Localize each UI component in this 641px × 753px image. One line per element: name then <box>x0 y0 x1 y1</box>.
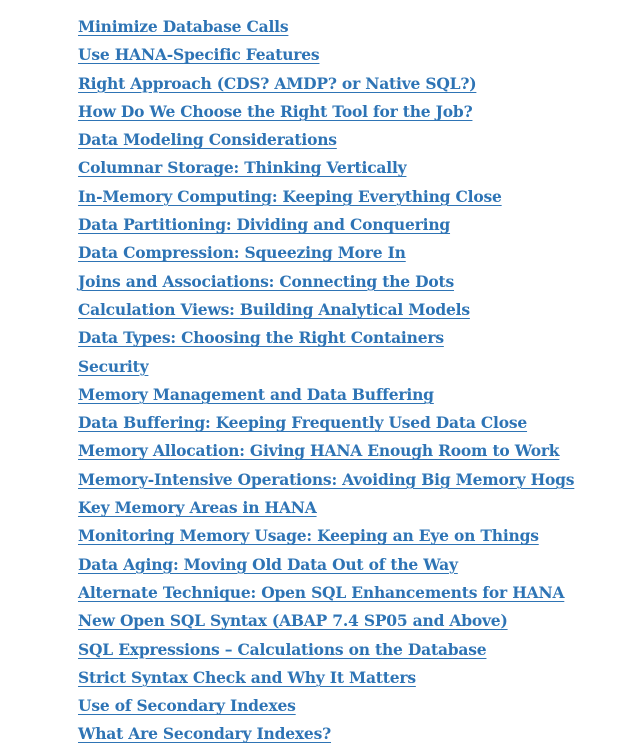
table-of-contents <box>78 14 574 750</box>
toc-entry <box>78 269 574 297</box>
toc-link[interactable]: Calculation Views: Building Analytical Models <box>78 299 470 319</box>
toc-link[interactable]: Alternate Technique: Open SQL Enhancements for HANA <box>78 582 565 602</box>
toc-entry <box>78 212 574 240</box>
toc-link[interactable]: Data Compression: Squeezing More In <box>78 243 406 263</box>
toc-link[interactable]: What Are Secondary Indexes? <box>78 724 332 744</box>
toc-link[interactable]: Memory-Intensive Operations: Avoiding Big Memory Hogs <box>78 469 575 489</box>
toc-entry <box>78 382 574 410</box>
toc-entry <box>78 325 574 353</box>
toc-link[interactable]: Strict Syntax Check and Why It Matters <box>78 667 416 687</box>
toc-link[interactable]: New Open SQL Syntax (ABAP 7.4 SP05 and Above) <box>78 611 508 631</box>
toc-link[interactable]: Data Aging: Moving Old Data Out of the Way <box>78 554 458 574</box>
toc-link[interactable]: Monitoring Memory Usage: Keeping an Eye on Things <box>78 526 539 546</box>
toc-entry <box>78 240 574 268</box>
toc-link[interactable]: SQL Expressions – Calculations on the Database <box>78 639 487 659</box>
toc-entry <box>78 297 574 325</box>
toc-entry <box>78 552 574 580</box>
toc-link[interactable]: Data Modeling Considerations <box>78 130 337 150</box>
toc-entry <box>78 410 574 438</box>
toc-entry <box>78 438 574 466</box>
toc-link[interactable]: Key Memory Areas in HANA <box>78 498 317 518</box>
toc-link[interactable]: Memory Management and Data Buffering <box>78 384 434 404</box>
toc-link[interactable]: How Do We Choose the Right Tool for the Job? <box>78 101 473 121</box>
toc-link[interactable]: Data Partitioning: Dividing and Conquering <box>78 215 451 235</box>
toc-link[interactable]: Columnar Storage: Thinking Vertically <box>78 158 407 178</box>
toc-entry <box>78 354 574 382</box>
toc-entry <box>78 637 574 665</box>
toc-entry <box>78 580 574 608</box>
toc-link[interactable]: Use of Secondary Indexes <box>78 696 296 716</box>
toc-entry <box>78 523 574 551</box>
toc-entry <box>78 184 574 212</box>
toc-link[interactable]: Minimize Database Calls <box>78 17 289 36</box>
toc-entry <box>78 608 574 636</box>
toc-link[interactable]: Joins and Associations: Connecting the Dots <box>78 271 455 291</box>
toc-link[interactable]: Use HANA-Specific Features <box>78 45 320 65</box>
toc-link[interactable]: Data Buffering: Keeping Frequently Used Data Close <box>78 413 528 433</box>
toc-entry <box>78 71 574 99</box>
toc-entry <box>78 155 574 183</box>
toc-entry <box>78 467 574 495</box>
toc-link[interactable]: In-Memory Computing: Keeping Everything Close <box>78 186 502 206</box>
toc-entry <box>78 42 574 70</box>
toc-entry <box>78 721 574 749</box>
toc-entry <box>78 495 574 523</box>
toc-entry <box>78 665 574 693</box>
toc-entry <box>78 127 574 155</box>
toc-link[interactable]: Right Approach (CDS? AMDP? or Native SQL?) <box>78 73 477 93</box>
toc-link[interactable]: Security <box>78 356 149 376</box>
toc-link[interactable]: Data Types: Choosing the Right Containers <box>78 328 444 348</box>
toc-entry <box>78 14 574 42</box>
toc-link[interactable]: Memory Allocation: Giving HANA Enough Room to Work <box>78 441 560 461</box>
toc-entry <box>78 693 574 721</box>
toc-entry <box>78 99 574 127</box>
